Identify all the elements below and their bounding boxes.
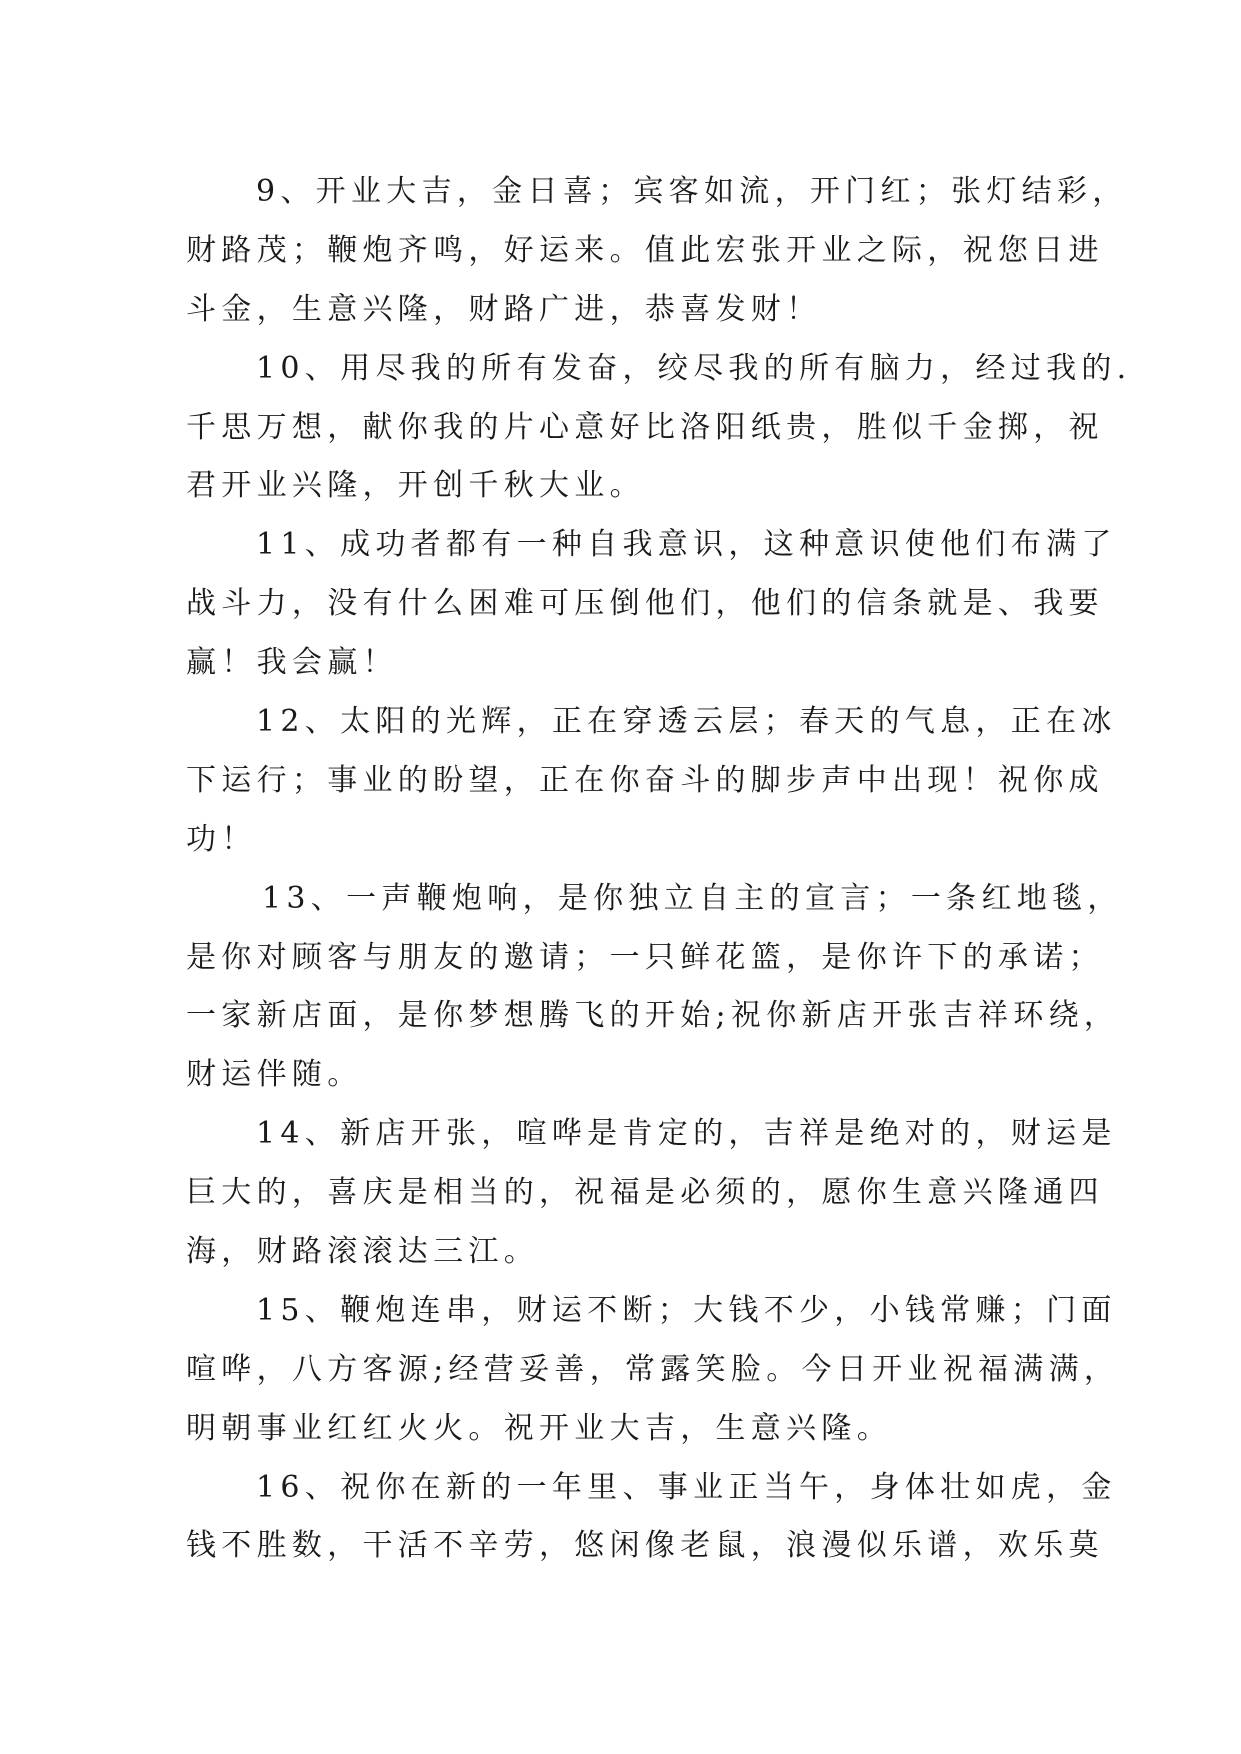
text-line: 15、鞭炮连串，财运不断；大钱不少，小钱常赚；门面 [256,1292,1117,1328]
text-line: 钱不胜数，干活不辛劳，悠闲像老鼠，浪漫似乐谱，欢乐莫 [186,1528,1104,1564]
text-line: 下运行；事业的盼望，正在你奋斗的脚步声中出现！祝你成 [186,762,1104,798]
text-line: 赢！我会赢！ [186,645,398,681]
text-line: 斗金，生意兴隆，财路广进，恭喜发财！ [186,291,822,327]
text-line: 财运伴随。 [186,1057,363,1093]
text-line: 巨大的，喜庆是相当的，祝福是必须的，愿你生意兴隆通四 [186,1175,1104,1211]
text-line: 财路茂；鞭炮齐鸣，好运来。值此宏张开业之际，祝您日进 [186,232,1104,268]
text-line: 9、开业大吉，金日喜；宾客如流，开门红；张灯结彩， [256,174,1128,209]
text-line: 喧哗，八方客源;经营妥善，常露笑脸。今日开业祝福满满， [186,1351,1120,1387]
text-line: 12、太阳的光辉，正在穿透云层；春天的气息，正在冰 [256,704,1117,740]
text-line: 海，财路滚滚达三江。 [186,1234,539,1270]
text-line: 战斗力，没有什么困难可压倒他们，他们的信条就是、我要 [186,586,1104,622]
text-line: 君开业兴隆，开创千秋大业。 [186,468,645,504]
body-text [186,163,1132,1576]
text-line: 千思万想，献你我的片心意好比洛阳纸贵，胜似千金掷，祝 [186,409,1104,445]
text-line: 明朝事业红红火火。祝开业大吉，生意兴隆。 [186,1410,892,1446]
text-line: 10、用尽我的所有发奋，绞尽我的所有脑力，经过我的. [256,350,1132,386]
text-line: 是你对顾客与朋友的邀请；一只鲜花篮，是你许下的承诺； [186,939,1104,975]
text-line: 11、成功者都有一种自我意识，这种意识使他们布满了 [256,527,1117,563]
text-line: 14、新店开张，喧哗是肯定的，吉祥是绝对的，财运是 [256,1116,1117,1152]
text-line: 16、祝你在新的一年里、事业正当午，身体壮如虎，金 [256,1469,1117,1505]
text-line: 功！ [186,821,257,857]
text-line: 一家新店面，是你梦想腾飞的开始;祝你新店开张吉祥环绕， [186,998,1120,1034]
text-line: 13、一声鞭炮响，是你独立自主的宣言；一条红地毯， [262,880,1123,916]
